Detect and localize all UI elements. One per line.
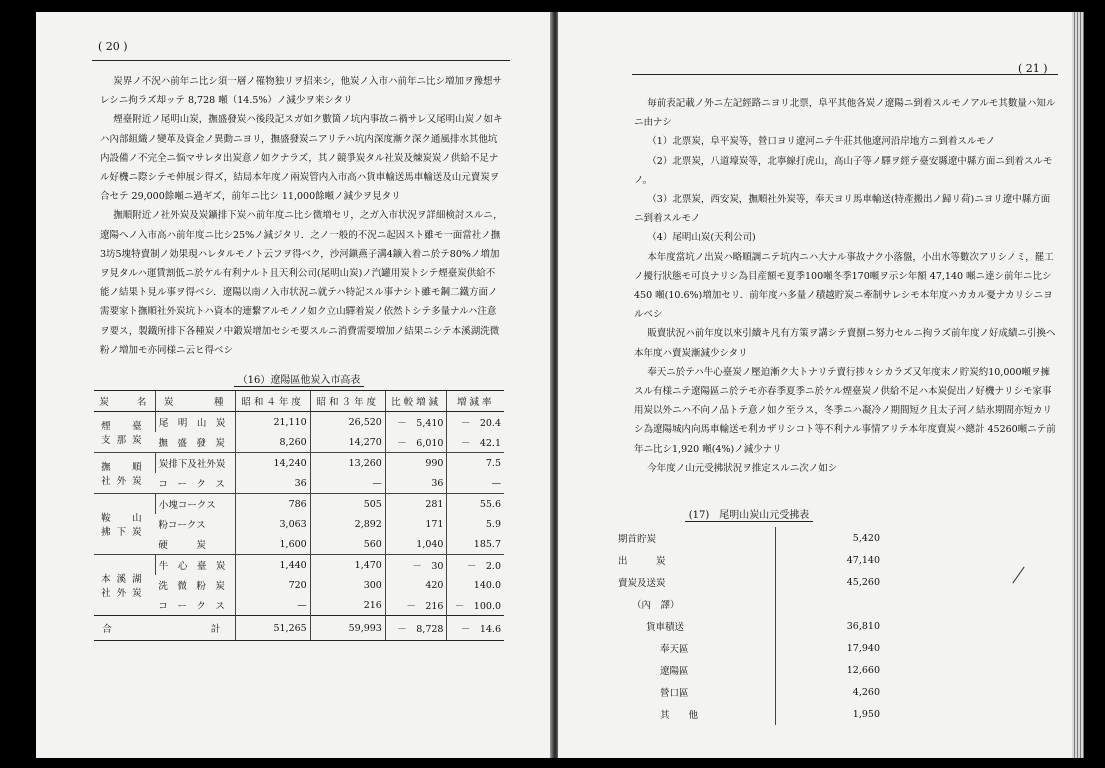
paragraph: （4）尾明山炭(天利公司) [647, 232, 756, 244]
diff: 990 [385, 453, 447, 474]
total-row [94, 616, 504, 641]
rate: — [447, 473, 504, 494]
column-header: 炭 種 [155, 391, 235, 412]
paragraph: （2）北票炭，八道壕炭等，北寧線打虎山，高山子等ノ驛ヲ經テ臺安縣遼中縣方面ニ到着スルモノ。 [634, 155, 1053, 186]
value-1928: 216 [310, 595, 385, 616]
value-1929: 8,260 [235, 432, 310, 453]
value-1929: 3,063 [235, 514, 310, 534]
table-row [614, 571, 884, 593]
mine-balance-table [614, 527, 884, 725]
right-page [558, 12, 1084, 758]
table-row [94, 473, 504, 494]
table-caption: (17) 尾明山炭山元受拂表 [614, 506, 884, 521]
diff: 171 [385, 514, 447, 534]
row-label: 奉天區 [660, 644, 689, 655]
total-diff: － 8,728 [385, 616, 447, 641]
rate: － 100.0 [447, 595, 504, 616]
header-rule [92, 60, 510, 61]
row-value: 5,420 [776, 527, 885, 549]
page-number: ( 21 ) [1018, 62, 1048, 75]
row-label: 賣炭及送炭 [618, 578, 666, 589]
table-row [94, 534, 504, 555]
body-text [634, 94, 1058, 478]
value-1928: 14,270 [310, 432, 385, 453]
row-label: 營口區 [660, 688, 689, 699]
value-1929: 786 [235, 494, 310, 515]
rate: 55.6 [447, 494, 504, 515]
row-value: 36,810 [776, 615, 885, 637]
paragraph: 毎前表記載ノ外ニ左記經路ニヨリ北票，阜平其他各炭ノ遼陽ニ到着スルモノアルモ其數量ハ知ルニ由ナシ [634, 98, 1056, 129]
coal-kind: 硬 炭 [158, 540, 206, 551]
diff: － 6,010 [385, 432, 447, 453]
paragraph: 炭界ノ不況ハ前年ニ比シ須一層ノ罹物独リヲ招来シ，他炭ノ入市ハ前年ニ比シ増加ヲ豫想サレシニ拘ラズ却ッテ 8,728 噸（14.5%）ノ減少ヲ来シタリ [100, 76, 503, 107]
column-header: 増減率 [447, 391, 504, 412]
diff: 36 [385, 473, 447, 494]
value-1928: 26,520 [310, 412, 385, 433]
paragraph: 撫順附近ノ社外炭及炭鑛排下炭ハ前年度ニ比シ微増セリ，之ガ入市状況ヲ詳細検討スルニ，遼陽へノ入市高ハ前年度ニ比シ25%ノ減ジタリ．之ノ一般的不況ニ起因スト雖モ一面當社ノ撫3坊5塊特賣制ノ効果現ハレタルモノト云フヲ得ベク，沙河鎭燕子溝4鑛入着ニ於テ80%ノ増加ヲ見タルハ運賃割低ニ於ケル有利ナルト且天利公司(尾明山炭)ノ汽罐用炭トシテ煙臺炭供給不能ノ結果ト見ル事ヲ得ベシ．遼陽以南ノ入市状況ニ就テハ特記スル事ナシト雖モ鋼二鐵方面ノ需要家ト撫順社外炭坑トハ資本的連繋アルモノノ如ク立山驛着炭ノ依然トシテ多量ナルハ注意ヲ要ス，製鐵所排下各種炭ノ中鍛炭增加セシモ要スルニ消費需要増加ノ結果ニシテ本溪湖洗微粉ノ増加モ亦同様ニ云ヒ得ベシ [100, 210, 503, 356]
coal-kind: 尾 明 山 炭 [155, 412, 235, 433]
value-1928: — [310, 473, 385, 494]
table-caption: （16）遼陽區他炭入市高表 [94, 371, 504, 386]
value-1929: 36 [235, 473, 310, 494]
table-row [94, 412, 504, 433]
rate: 7.5 [447, 453, 504, 474]
table-row [94, 514, 504, 534]
group-name: 煙 臺 支那炭 [101, 421, 148, 446]
diff: － 5,410 [385, 412, 447, 433]
group-name: 鞍 山 拂下炭 [94, 494, 155, 555]
table-row [614, 703, 884, 725]
coal-kind: コ ー ク ス [158, 601, 225, 612]
row-value: 1,950 [776, 703, 885, 725]
table-row [94, 595, 504, 616]
coal-kind: コ ー ク ス [158, 479, 225, 490]
table-row [94, 432, 504, 453]
value-1929: 1,440 [235, 555, 310, 576]
table-row [94, 494, 504, 515]
value-1929: 1,600 [235, 534, 310, 555]
book-spread [36, 12, 1084, 758]
total-y4: 51,265 [235, 616, 310, 641]
column-header: 昭和４年度 [235, 391, 310, 412]
rate: 5.9 [447, 514, 504, 534]
row-label: 出 炭 [618, 556, 666, 567]
value-1928: 1,470 [310, 555, 385, 576]
row-label: 貨車積送 [646, 622, 685, 633]
table-row [94, 453, 504, 474]
diff: 420 [385, 575, 447, 595]
value-1928: 505 [310, 494, 385, 515]
coal-kind: 小塊コークス [155, 494, 235, 515]
diff: 1,040 [385, 534, 447, 555]
row-value: 47,140 [776, 549, 885, 571]
value-1928: 2,892 [310, 514, 385, 534]
coal-kind: 牛 心 臺 炭 [155, 555, 235, 576]
value-1928: 13,260 [310, 453, 385, 474]
row-value [776, 593, 885, 615]
row-label: 其 他 [660, 710, 699, 721]
table-row [614, 527, 884, 549]
total-label: 合 計 [94, 616, 235, 641]
rate: － 20.4 [447, 412, 504, 433]
row-value: 12,660 [776, 659, 885, 681]
paragraph: 本年度當坑ノ出炭ハ略順調ニテ坑内ニハ大ナル事故ナク小落盤，小出水等數次アリシノミ，罷工ノ擾行狀態モ可良ナリシ為目産額モ夏季100噸冬季170噸ヲ示シ年額 47,140 噸ニ達シ前年ニ比シ450 噸(10.6%)増加セリ．前年度ハ多量ノ積越貯炭ニ牽制サレシモ本年度ハカカル憂ナカリシニヨルベシ [634, 251, 1054, 321]
table-row [614, 681, 884, 703]
left-page [36, 12, 552, 758]
coal-kind: 洗 微 粉 炭 [158, 581, 225, 592]
paragraph: 煙臺附近ノ尾明山炭，撫盛發炭ハ後段記スガ如ク數箇ノ坑内事故ニ禍サレ又尾明山炭ノ如キハ內部組織ノ變革及資金ノ異動ニヨリ，撫盛發炭ニアリテハ坑内深度漸ク深ク通風排水其他坑内設備ノ不完全ニ悩マサレタ出炭意ノ如クナラズ，其ノ競爭炭タル社炭及煉炭炭ノ供給不足ナル好機ニ際シテモ伸展シ得ズ，結局本年度ノ兩炭管内入市高ハ貨車輸送馬車輸送及山元賣炭ヲ合セテ 29,000餘噸ニ過ギズ，前年ニ比シ 11,000餘噸ノ減少ヲ見タリ [100, 114, 503, 203]
coal-kind: 粉コークス [158, 520, 206, 531]
table-row [614, 637, 884, 659]
paragraph: 販賣狀況ハ前年度以來引續キ凡有方策ヲ講シテ賣捌ニ努力セルニ拘ラズ前年度ノ好成績ニ引換ヘ本年度ハ賣炭漸減少シタリ [634, 328, 1056, 359]
row-value: 4,260 [776, 681, 885, 703]
diff: 281 [385, 494, 447, 515]
value-1929: — [235, 595, 310, 616]
body-text [100, 72, 504, 360]
diff: － 216 [385, 595, 447, 616]
rate: － 42.1 [447, 432, 504, 453]
rate: 185.7 [447, 534, 504, 555]
row-label: 期首貯炭 [618, 534, 657, 545]
paragraph: （1）北票炭，阜平炭等，營口ヨリ遼河ニテ牛莊其他遼河沿岸地方ニ到着スルモノ [647, 136, 996, 148]
total-y3: 59,993 [310, 616, 385, 641]
rate: － 2.0 [447, 555, 504, 576]
column-header: 炭 名 [94, 391, 155, 412]
coal-kind: 撫 盛 發 炭 [158, 438, 225, 449]
coal-intake-table [94, 390, 504, 641]
group-name: 撫 順 社外炭 [94, 453, 155, 494]
table-row [94, 575, 504, 595]
row-value: 17,940 [776, 637, 885, 659]
row-value: 45,260 [776, 571, 885, 593]
pencil-mark [1012, 567, 1024, 584]
table-row [614, 593, 884, 615]
total-rate: － 14.6 [447, 616, 504, 641]
page-number: ( 20 ) [98, 40, 128, 53]
header-rule [632, 74, 1058, 75]
value-1928: 300 [310, 575, 385, 595]
table-row [94, 555, 504, 576]
value-1929: 720 [235, 575, 310, 595]
column-header: 昭和３年度 [310, 391, 385, 412]
table-row [614, 549, 884, 571]
paragraph: 今年度ノ山元受拂狀況ヲ推定スルニ次ノ如シ [647, 462, 838, 474]
coal-kind: 炭排下及社外炭 [155, 453, 235, 474]
table-row [614, 659, 884, 681]
row-label: （內 譯） [632, 600, 680, 611]
paragraph: 奉天ニ於テハ牛心臺炭ノ壓迫漸ク大トナリテ賣行捗々シカラズ又年度末ノ貯炭約10,000噸ヲ擁スル有様ニテ遼陽區ニ於テモ亦春季夏季ニ於ケル煙臺炭ノ供給不足ハ本炭促出ノ好機ナリシモ家事用炭以外ニハ不向ノ品トテ意ノ如ク至ラス，冬季ニハ凝冷ノ期間短ク且太子河ノ結氷期間亦短カリシ為遼陽城内向馬車輸送モ利カザリシコト等不利ナル事情アリテ本年度賣炭ハ總計 45260噸ニテ前年ニ比シ1,920 噸(4%)ノ減少ナリ [634, 366, 1056, 455]
value-1928: 560 [310, 534, 385, 555]
table-row [614, 615, 884, 637]
page-edges [1072, 12, 1084, 758]
rate: 140.0 [447, 575, 504, 595]
value-1929: 21,110 [235, 412, 310, 433]
diff: － 30 [385, 555, 447, 576]
group-name: 本溪湖 社外炭 [94, 555, 155, 616]
paragraph: （3）北票炭，西安炭，撫順社外炭等，奉天ヨリ馬車輸送(特產搬出ノ歸リ荷)ニヨリ遼中縣方面ニ到着スルモノ [634, 194, 1051, 225]
column-header: 比較増減 [385, 391, 447, 412]
value-1929: 14,240 [235, 453, 310, 474]
row-label: 遼陽區 [660, 666, 689, 677]
